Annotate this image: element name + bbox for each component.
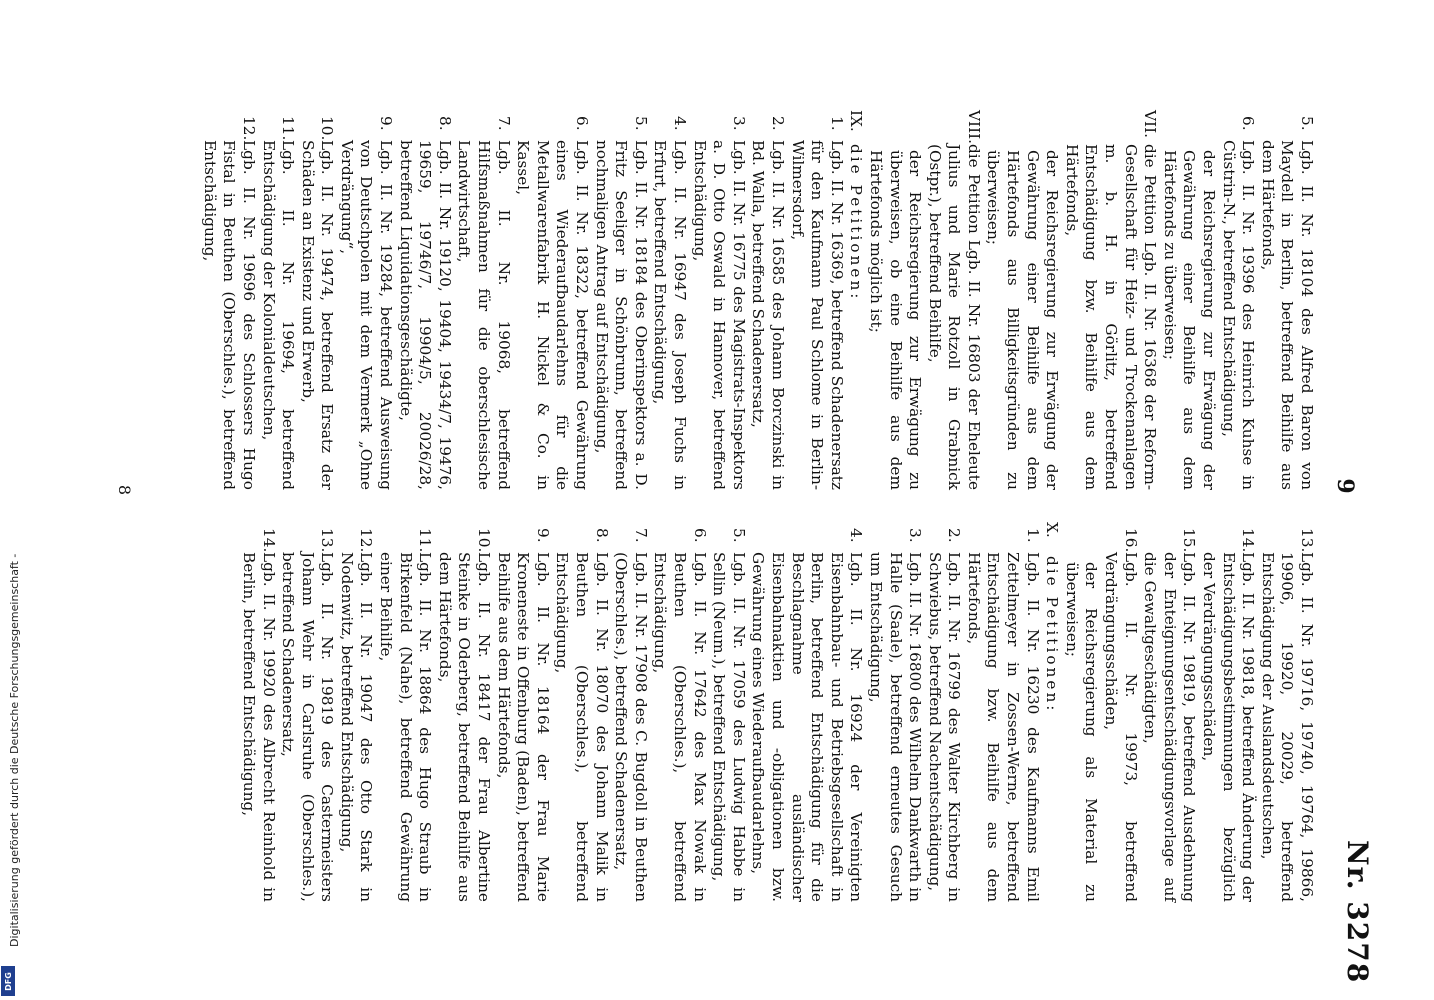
- section-heading: VIII. die Petition Lgb. II. Nr. 16803 der Eheleute Julius und Marie Rotzoll in Grabnick (Ostpr.), betreffend Beihilfe,: [925, 110, 983, 490]
- section-heading: VII. die Petition Lgb. II. Nr. 16368 der Reform-Gesellschaft für Heiz- und Trockenanlagen m. b. H. in Görlitz, betreffend Entschädigung bzw. Beihilfe aus dem Härtefonds,: [1062, 110, 1160, 490]
- list-item: 4. Lgb. II. Nr. 16947 des Joseph Fuchs in Erfurt, betreffend Entschädigung,: [651, 116, 689, 490]
- list-item: 14. Lgb. II. Nr. 19818, betreffend Änderung der Entschädigungsbestimmungen bezüglich der Verdrängungsschäden,: [1200, 528, 1258, 902]
- list-item: 2. Lgb. II. Nr. 16585 des Johann Borczinski in Bd. Walla, betreffend Schadenersatz,: [749, 116, 787, 490]
- dfg-logo-text: DFG: [3, 971, 13, 991]
- conclusion-text: der Reichsregierung zur Erwägung der Gewährung einer Beihilfe aus dem Härtefonds zu überweisen;: [1160, 150, 1219, 490]
- list-item: 6. Lgb. II. Nr. 18322, betreffend Gewährung eines Wiederaufbaudarlehns für die Metallwarenfabrik H. Nickel & Co. in Kassel,: [514, 116, 592, 490]
- list-item: 6. Lgb. II. Nr. 17642 des Max Nowak in Beuthen (Oberschles.), betreffend Entschädigung,: [651, 528, 709, 902]
- list-item: 9. Lgb. II. Nr. 18164 der Frau Marie Kroneneste in Offenburg (Baden), betreffend Beihilfe aus dem Härtefonds,: [494, 528, 552, 902]
- list-item: 4. Lgb. II. Nr. 16924 der Vereinigten Eisenbahnbau- und Betriebsgesellschaft in Berlin, betreffend Entschädigung für die Beschlagnahme ausländischer Eisenbahnaktien und -obligationen bzw. Gewährung eines Wiederaufbaudarlehns,: [749, 528, 866, 902]
- conclusion-text: der Reichsregierung als Material zu überweisen;: [1062, 562, 1101, 902]
- list-item: 11. Lgb. II. Nr. 18864 des Hugo Straub in Birkenfeld (Nahe), betreffend Gewährung einer Beihilfe,: [377, 528, 435, 902]
- list-item: 14. Lgb. II. Nr. 19920 des Albrecht Reinhold in Berlin, betreffend Entschädigung,: [239, 528, 278, 902]
- credit-text: Digitalisierung gefördert durch die Deutsche Forschungsgemeinschaft -: [8, 553, 21, 947]
- list-item: 1. Lgb. II. Nr. 16369, betreffend Schadenersatz für den Kaufmann Paul Schlome in Berlin-Wilmersdorf,: [788, 116, 846, 490]
- dfg-logo: [1, 966, 15, 996]
- left-column: [199, 110, 1316, 490]
- list-item: 1. Lgb. II. Nr. 16230 des Kaufmanns Emil Zettelmeyer in Zossen-Werne, betreffend Entschädigung bzw. Beihilfe aus dem Härtefonds,: [964, 528, 1042, 902]
- footer-page-number: 8: [115, 484, 134, 496]
- conclusion-text: der Reichsregierung zur Erwägung der Gewährung einer Beihilfe aus dem Härtefonds aus Billigkeitsgründen zu überweisen;: [984, 150, 1062, 490]
- list-item: 3. Lgb. II. Nr. 16775 des Magistrats-Inspektors a. D. Otto Oswald in Hannover, betreffend Entschädigung,: [690, 116, 748, 490]
- section-heading: X. die Petitionen:: [1043, 522, 1062, 714]
- list-item: 13. Lgb. II. Nr. 19819 des Castermeisters Johann Wehr in Carlsruhe (Oberschles.), betreffend Schadenersatz,: [279, 528, 337, 902]
- digitization-credit: [0, 0, 21, 1000]
- page-number: 9: [1332, 478, 1358, 494]
- list-item: 5. Lgb. II. Nr. 17059 des Ludwig Habbe in Sellin (Neum.), betreffend Entschädigung,: [710, 528, 748, 902]
- list-item: 12. Lgb. II. Nr. 19696 des Schlossers Hugo Fistal in Beuthen (Oberschles.), betreffend Entschädigung,: [200, 116, 258, 490]
- list-item: 10. Lgb. II. Nr. 18417 der Frau Albertine Steinke in Oderberg, betreffend Beihilfe aus dem Härtefonds,: [435, 528, 494, 902]
- list-item: 5. Lgb. II. Nr. 18184 des Oberinspektors a. D. Fritz Seeliger in Schönbrunn, betreffend nochmaligen Antrag auf Entschädigung,: [592, 116, 650, 490]
- list-item: 3. Lgb. II. Nr. 16800 des Wilhelm Dankwarth in Halle (Saale), betreffend erneutes Gesuch um Entschädigung,: [866, 528, 925, 902]
- list-item: 7. Lgb. II. Nr. 19068, betreffend Hilfsmaßnahmen für die oberschlesische Landwirtschaft,: [455, 116, 513, 490]
- conclusion-text: der Reichsregierung zur Erwägung zu überweisen, ob eine Beihilfe aus dem Härtefonds möglich ist;: [866, 150, 925, 490]
- list-item: 16. Lgb. II. Nr. 19973, betreffend Verdrängungsschäden,: [1102, 528, 1140, 902]
- list-item: 10. Lgb. II. Nr. 19474, betreffend Ersatz der Schäden an Existenz und Erwerb,: [298, 116, 337, 490]
- list-item: 9. Lgb. II. Nr. 19284, betreffend Ausweisung von Deutschpolen mit dem Vermerk „Ohne Verdrängung“,: [337, 116, 396, 490]
- list-item: 8. Lgb. II. Nr. 19120, 19404, 19434/7, 19476, 19659, 19746/7, 19904/5, 20026/28, betreffend Liquidationsgeschädigte,: [396, 116, 454, 490]
- right-column: [238, 522, 1316, 902]
- list-item: 7. Lgb. II. Nr. 17908 des C. Bugdoll in Beuthen (Oberschles.), betreffend Schadenersatz,: [612, 528, 650, 902]
- list-item: 6. Lgb. II. Nr. 19396 des Heinrich Kuhse in Cüstrin-N., betreffend Entschädigung,: [1219, 116, 1258, 490]
- document-number: Nr. 3278: [1341, 840, 1374, 984]
- list-item: 11. Lgb. II. Nr. 19694, betreffend Entschädigung der Kolonialdeutschen,: [259, 116, 298, 490]
- section-heading: IX. die Petitionen:: [847, 110, 866, 302]
- list-item: 12. Lgb. II. Nr. 19047 des Otto Stark in Nodenwitz, betreffend Entschädigung,: [337, 528, 376, 902]
- list-item: 8. Lgb. II. Nr. 18070 des Johann Malik in Beuthen (Oberschles.), betreffend Entschädigung,: [553, 528, 611, 902]
- list-item: 15. Lgb. II. Nr. 19819, betreffend Ausdehnung der Enteignungsentschädigungsvorlage auf die Gewaltgeschädigten,: [1141, 528, 1199, 902]
- list-item: 5. Lgb. II. Nr. 18104 des Alfred Baron von Maydell in Berlin, betreffend Beihilfe aus dem Härtefonds,: [1258, 116, 1316, 490]
- list-item: 13. Lgb. II. Nr. 19716, 19740, 19764, 19866, 19906, 19920, 20029, betreffend Entschädigung der Auslandsdeutschen,: [1258, 528, 1316, 902]
- list-item: 2. Lgb. II. Nr. 16799 des Walter Kirchberg in Schwiebus, betreffend Nachentschädigung,: [925, 528, 964, 902]
